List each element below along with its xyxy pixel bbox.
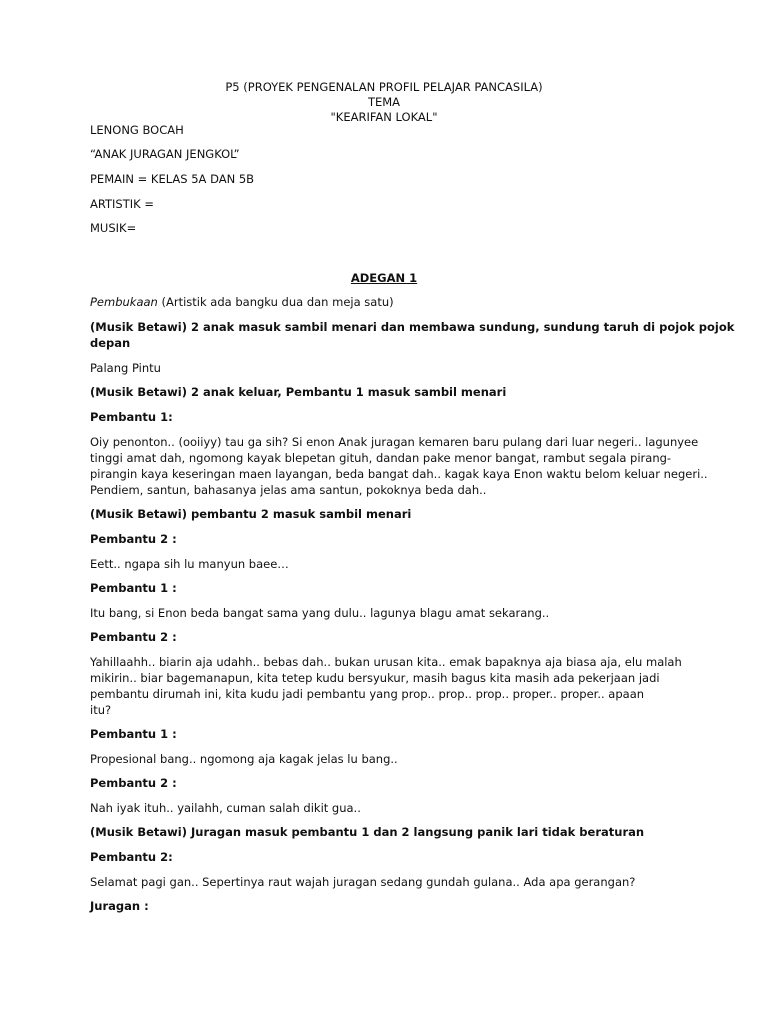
music-line: MUSIK= bbox=[90, 221, 137, 235]
play-type: LENONG BOCAH bbox=[90, 123, 184, 137]
dialogue-line: Selamat pagi gan.. Sepertinya raut wajah juragan sedang gundah gulana.. Ada apa gerangan? bbox=[90, 875, 636, 889]
dialogue-line: Yahillaahh.. biarin aja udahh.. bebas dah.. bukan urusan kita.. emak bapaknya aja biasa aja, elu malah bbox=[90, 655, 682, 669]
stage-direction-4: (Musik Betawi) Juragan masuk pembantu 1 dan 2 langsung panik lari tidak beraturan bbox=[90, 825, 645, 839]
dialogue-line: Oiy penonton.. (ooiiyy) tau ga sih? Si enon Anak juragan kemaren baru pulang dari luar negeri.. lagunyee bbox=[90, 435, 699, 449]
speaker-label: Pembantu 2 : bbox=[90, 776, 177, 790]
speaker-label: Pembantu 2 : bbox=[90, 532, 177, 546]
cast-line: PEMAIN = KELAS 5A DAN 5B bbox=[90, 172, 255, 186]
opening-line bbox=[90, 294, 394, 310]
speaker-label: Pembantu 1 : bbox=[90, 581, 177, 595]
dialogue-line: tinggi amat dah, ngomong kayak blepetan gituh, dandan pake menor bangat, rambut segala pirang- bbox=[90, 451, 672, 465]
dialogue-line: Nah iyak ituh.. yailahh, cuman salah dikit gua.. bbox=[90, 801, 361, 815]
header-line-1: P5 (PROYEK PENGENALAN PROFIL PELAJAR PANCASILA) bbox=[225, 80, 543, 94]
stage-direction-2: (Musik Betawi) 2 anak keluar, Pembantu 1 masuk sambil menari bbox=[90, 385, 507, 399]
stage-direction-1-cont: depan bbox=[90, 336, 131, 350]
opening-rest: (Artistik ada bangku dua dan meja satu) bbox=[157, 295, 394, 309]
stage-direction-3: (Musik Betawi) pembantu 2 masuk sambil menari bbox=[90, 507, 412, 521]
dialogue-line: Pendiem, santun, bahasanya jelas ama santun, pokoknya beda dah.. bbox=[90, 483, 487, 497]
speaker-label: Pembantu 1: bbox=[90, 410, 173, 424]
artistic-line: ARTISTIK = bbox=[90, 197, 154, 211]
speaker-label: Pembantu 1 : bbox=[90, 727, 177, 741]
play-title: “ANAK JURAGAN JENGKOL” bbox=[90, 147, 240, 161]
speaker-label: Pembantu 2: bbox=[90, 850, 173, 864]
dialogue-line: Itu bang, si Enon beda bangat sama yang dulu.. lagunya blagu amat sekarang.. bbox=[90, 606, 550, 620]
dialogue-line: mikirin.. biar bagemanapun, kita tetep kudu bersyukur, masih bagus kita masih ada pekerjaan jadi bbox=[90, 671, 660, 685]
speaker-label: Juragan : bbox=[90, 899, 149, 913]
dialogue-line: pirangin kaya keseringan maen layangan, beda bangat dah.. kagak kaya Enon waktu belom keluar negeri.. bbox=[90, 467, 708, 481]
dialogue-line: Eett.. ngapa sih lu manyun baee… bbox=[90, 557, 289, 571]
dialogue-line: itu? bbox=[90, 703, 112, 717]
dialogue-line: Propesional bang.. ngomong aja kagak jelas lu bang.. bbox=[90, 752, 398, 766]
opening-italic: Pembukaan bbox=[90, 295, 158, 309]
speaker-label: Pembantu 2 : bbox=[90, 630, 177, 644]
header-line-3: "KEARIFAN LOKAL" bbox=[330, 110, 438, 124]
palang-pintu: Palang Pintu bbox=[90, 361, 161, 375]
dialogue-line: pembantu dirumah ini, kita kudu jadi pembantu yang prop.. prop.. prop.. proper.. proper.. apaan bbox=[90, 687, 645, 701]
scene-heading: ADEGAN 1 bbox=[350, 271, 418, 285]
header-line-2: TEMA bbox=[367, 95, 401, 109]
stage-direction-1: (Musik Betawi) 2 anak masuk sambil menari dan membawa sundung, sundung taruh di pojok pojok bbox=[90, 320, 735, 334]
